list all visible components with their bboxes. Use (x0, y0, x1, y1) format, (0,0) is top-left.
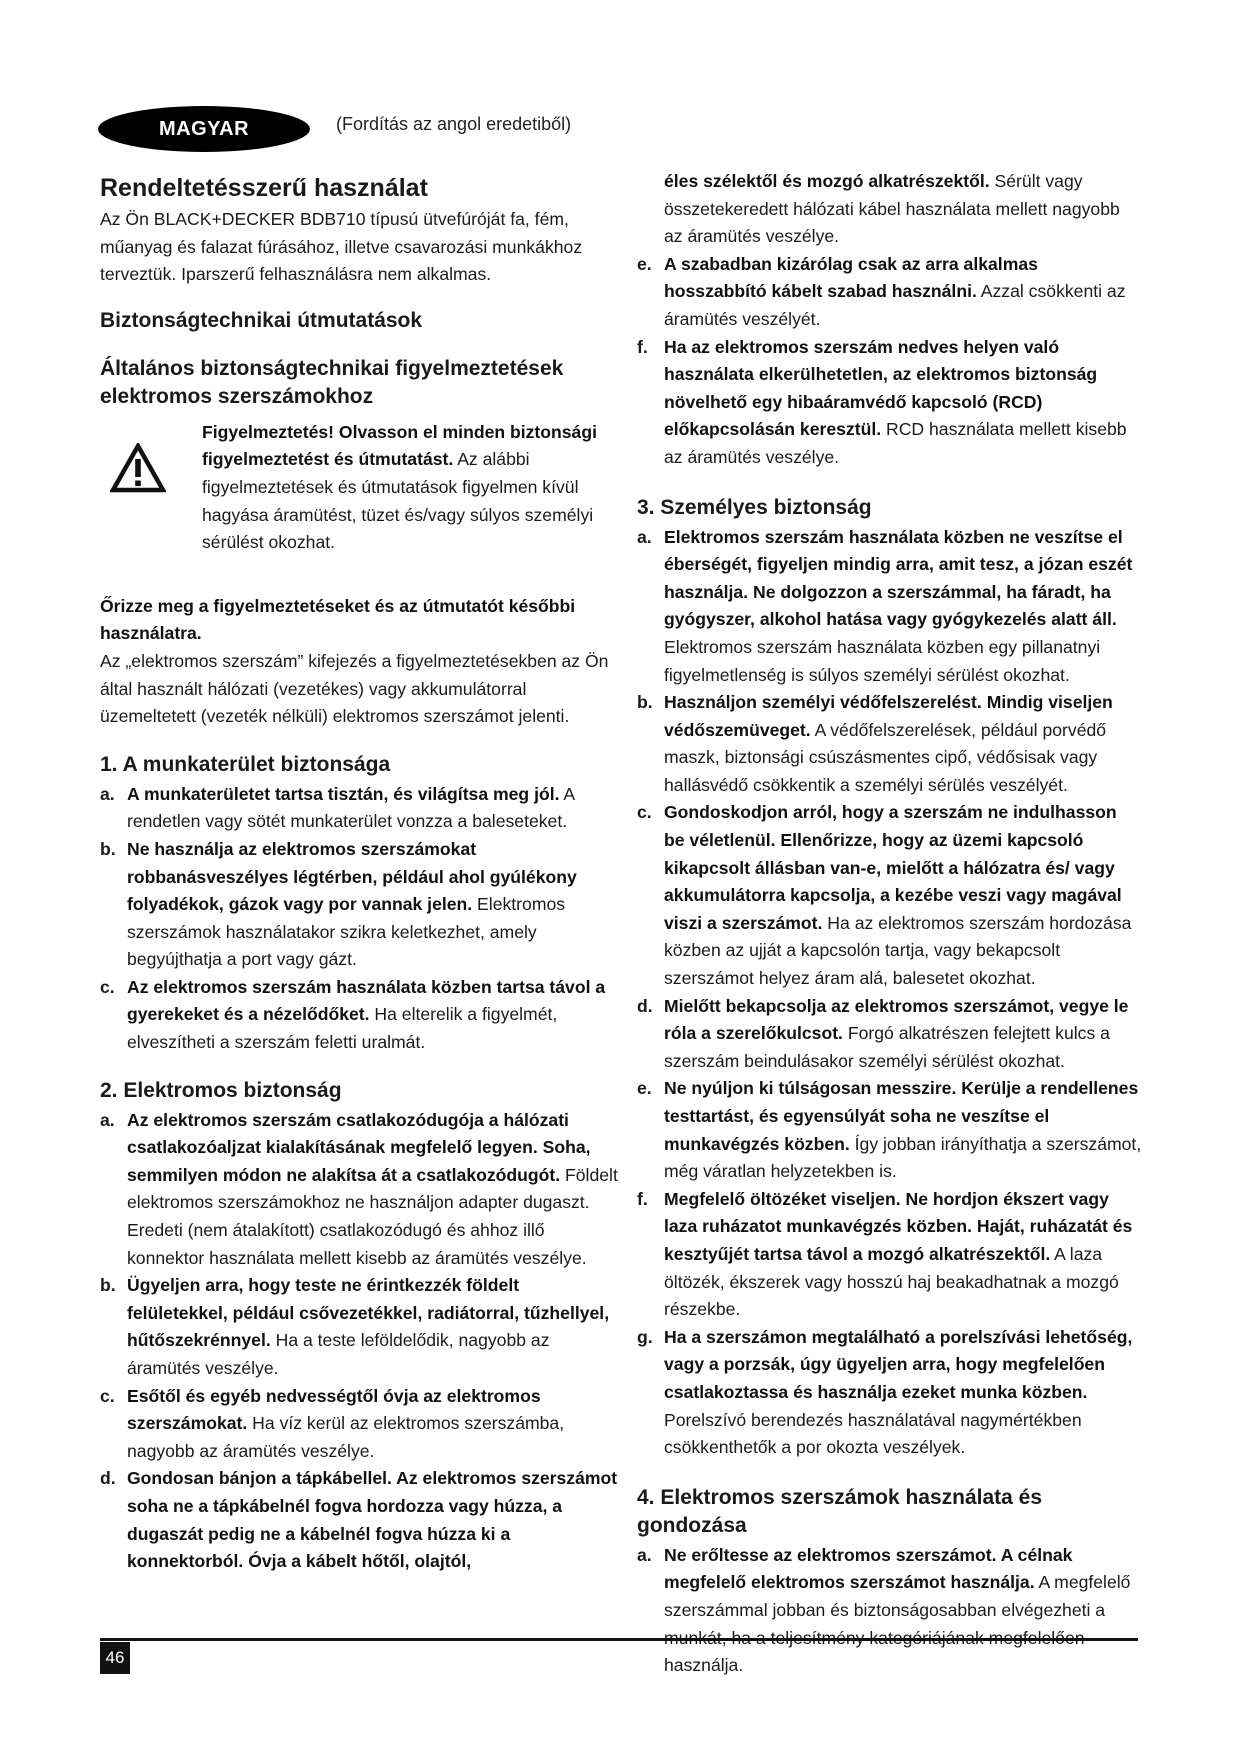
list-item: e. A szabadban kizárólag csak az arra alkalmas hosszabbító kábelt szabad használni. Azzal csökkenti az áramütés veszélyét. (637, 253, 1126, 329)
list-item: f. Megfelelő öltözéket viseljen. Ne hordjon ékszert vagy laza ruházatot munkavégzés közben. Haját, ruházatát és kesztyűjét tartsa távol a mozgó alkatrészektől. A laza öltözék, ékszerek vagy hosszú haj beakadhatnak a mozgó részekbe. (637, 1188, 1133, 1320)
keep-body: Az „elektromos szerszám” kifejezés a figyelmeztetésekben az Ön által használt hálózati (vezetékes) vagy akkumulátorral üzemeltetett (vezeték nélküli) elektromos szerszámot jelenti. (100, 650, 609, 727)
safety-heading: Biztonságtechnikai útmutatások (100, 308, 423, 332)
list-item: a. Az elektromos szerszám csatlakozódugója a hálózati csatlakozóaljzat kialakításának megfelelő legyen. Soha, semmilyen módon ne alakítsa át a csatlakozódugót. Földelt elektromos szerszámokhoz ne használjon adapter dugaszt. Eredeti (nem átalakított) csatlakozódugó és ahhoz illő konnektor használata mellett kisebb az áramütés veszélye. (100, 1109, 618, 1268)
language-badge: MAGYAR (98, 106, 310, 152)
list-item: c. Esőtől és egyéb nedvességtől óvja az elektromos szerszámokat. Ha víz kerül az elektromos szerszámba, nagyobb az áramütés veszélye. (100, 1385, 565, 1461)
list-item: a. Ne erőltesse az elektromos szerszámot. A célnak megfelelő elektromos szerszámot használja. A megfelelő szerszámmal jobban és biztonságosabban elvégezheti a használja. (637, 1544, 1131, 1676)
warning-text (202, 419, 620, 557)
list-item: g. Ha a szerszámon megtalálható a porelszívási lehetőség, vagy a porzsák, úgy ügyeljen arra, hogy megfelelően csatlakoztassa és használja ezeket munka közben. Porelszívó berendezés használatával nagymértékben csökkenthetők a por okozta veszélyek. (637, 1326, 1133, 1458)
list-item: f. Ha az elektromos szerszám nedves helyen való használata elkerülhetetlen, az elektromos biztonság növelhető egy hibaáramvédő kapcsoló (RCD) előkapcsolásán keresztül. RCD használata mellett kisebb az áramütés veszélye. (637, 336, 1127, 467)
keep-instructions (100, 593, 620, 731)
list-item: b. Ne használja az elektromos szerszámokat robbanásveszélyes légtérben, például ahol gyúlékony folyadékok, gázok vagy por vannak jelen. Elektromos szerszámok használatakor szikra keletkezhet, amely begyújthatja a port vagy gázt. (100, 838, 577, 970)
list-item: a. A munkaterületet tartsa tisztán, és világítsa meg jól. A rendetlen vagy sötét munkaterület vonzza a baleseteket. (100, 783, 575, 832)
page-title: Rendeltetésszerű használat (100, 174, 428, 202)
page-number: 46 (100, 1642, 130, 1674)
footer-rule (100, 1638, 1138, 1641)
general-warnings-heading: Általános biztonságtechnikai figyelmeztetések elektromos szerszámokhoz (100, 356, 564, 408)
warning-triangle-icon (100, 419, 202, 557)
list-item: e. Ne nyúljon ki túlságosan messzire. Kerülje a rendellenes testtartást, és egyensúlyát soha ne veszítse el munkavégzés közben. Így jobban irányíthatja a szerszámot, még váratlan helyzetekben is. (637, 1078, 1142, 1182)
warning-bold: Figyelmeztetés! Olvasson el minden biztonsági figyelmeztetést és útmutatást. (202, 421, 597, 470)
intro-text: Az Ön BLACK+DECKER BDB710 típusú ütvefúróját fa, fém, műanyag és falazat fúrásához, illetve csavarozási munkákhoz terveztük. Iparszerű felhasználásra nem alkalmas. (100, 209, 583, 285)
warning-body: Az alábbi figyelmeztetések és útmutatások figyelmen kívül hagyása áramütést, tüzet és/vagy súlyos személyi sérülést okozhat. (202, 449, 594, 553)
list-item-continued: éles szélektől és mozgó alkatrészektől. Sérült vagy összetekeredett hálózati kábel használata mellett nagyobb az áramütés veszélye. (664, 171, 1120, 247)
list-item: a. Elektromos szerszám használata közben ne veszítse el éberségét, figyeljen mindig arra, amit tesz, a józan eszét használja. Ne dolgozzon a szerszámmal, ha fáradt, ha gyógyszer, alkohol hatása vagy gyógykezelés alatt áll. Elektromos szerszám használata közben egy pillanatnyi figyelmetlenség is súlyos személyi sérülést okozhat. (637, 526, 1133, 685)
translation-note: (Fordítás az angol eredetiből) (336, 114, 572, 134)
right-column (637, 168, 1142, 1680)
section-2-title: 2. Elektromos biztonság (100, 1078, 342, 1102)
keep-bold: Őrizze meg a figyelmeztetéseket és az útmutatót későbbi használatra. (100, 595, 576, 644)
list-item: b. Használjon személyi védőfelszerelést. Mindig viseljen védőszemüveget. A védőfelszerelések, például porvédő maszk, biztonsági csúszásmentes cipő, védősisak vagy hallásvédő csökkentik a személyi sérülés veszélyét. (637, 692, 1113, 795)
section-4-title: 4. Elektromos szerszámok használata és gondozása (637, 1485, 1043, 1537)
section-1-title: 1. A munkaterület biztonsága (100, 752, 391, 776)
list-item: d. Mielőtt bekapcsolja az elektromos szerszámot, vegye le róla a szerelőkulcsot. Forgó alkatrészen felejtett kulcs a szerszám beindulásakor személyi sérülést okozhat. (637, 995, 1129, 1071)
warning-block (100, 419, 620, 557)
left-column (100, 172, 620, 1576)
section-3-title: 3. Személyes biztonság (637, 495, 872, 519)
list-item: c. Gondoskodjon arról, hogy a szerszám ne indulhasson be véletlenül. Ellenőrizze, hogy az üzemi kapcsoló kikapcsolt állásban van-e, mielőtt a hálózatra és/ vagy akkumulátorra kapcsolja, a kezébe veszi vagy magával viszi a szerszámot. Ha az elektromos szerszám hordozása közben az ujját a kapcsolón tartja, vagy bekapcsolt szerszámot helyez áram alá, balesetet okozhat. (637, 802, 1132, 989)
list-item: d. Gondosan bánjon a tápkábellel. Az elektromos szerszámot soha ne a tápkábelnél fogva hordozza vagy húzza, a dugaszát pedig ne a kábelnél fogva húzza ki a konnektorból. Óvja a kábelt hőtől, olajtól, (100, 1468, 618, 1572)
list-item: b. Ügyeljen arra, hogy teste ne érintkezzék földelt felületekkel, például csővezetékkel, radiátorral, tűzhellyel, hűtőszekrénnyel. Ha a teste leföldelődik, nagyobb az áramütés veszélye. (100, 1275, 610, 1378)
list-item: c. Az elektromos szerszám használata közben tartsa távol a gyerekeket és a nézelődőket. Ha elterelik a figyelmét, elveszítheti a szerszám feletti uralmát. (100, 976, 606, 1053)
